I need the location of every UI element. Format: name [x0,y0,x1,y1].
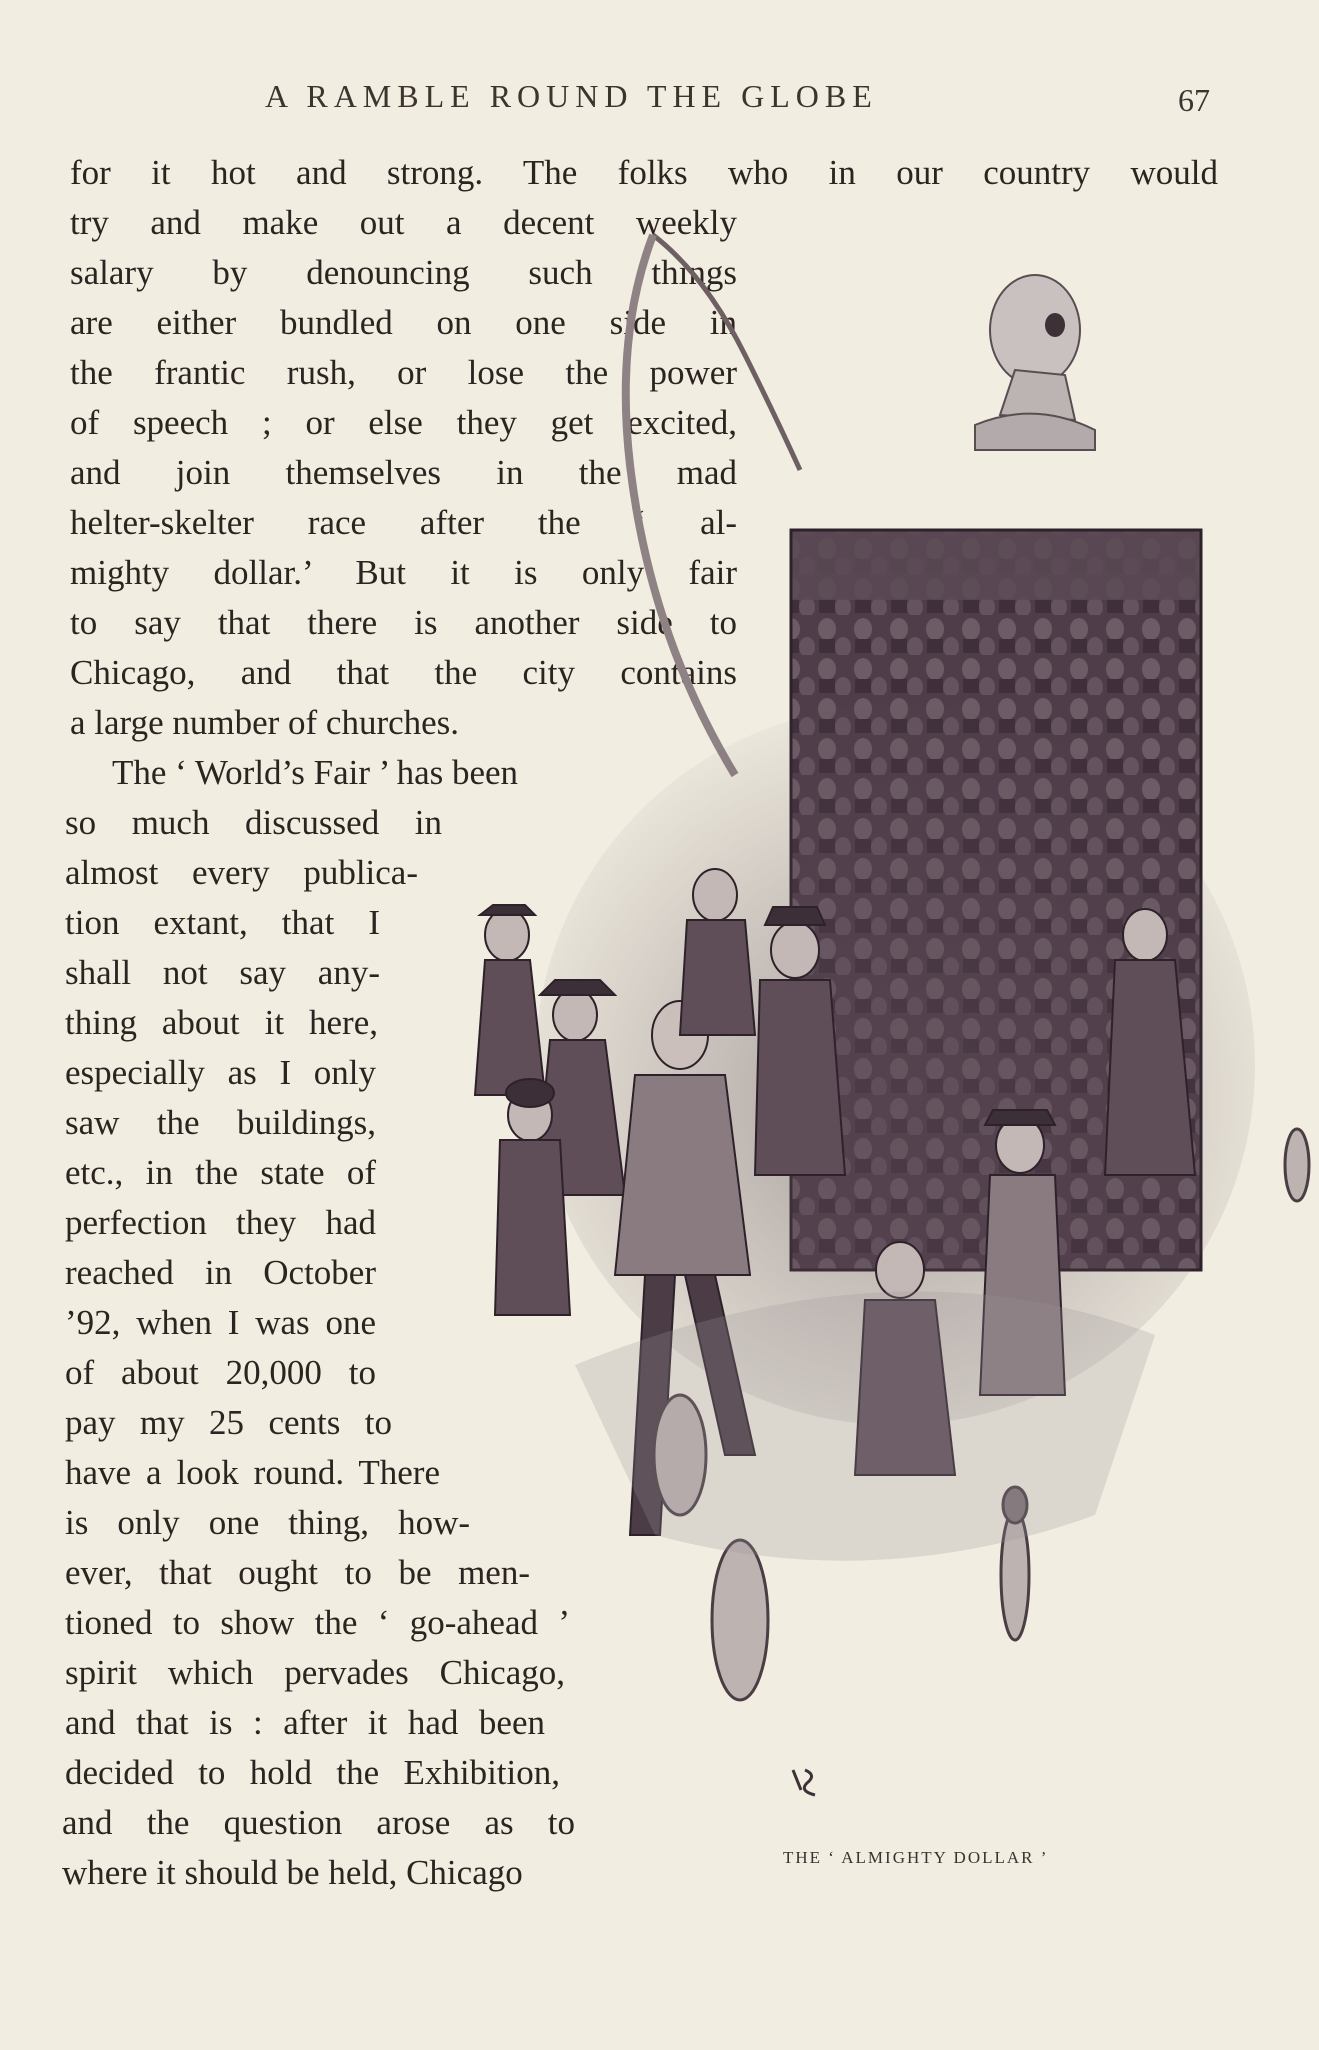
text-line: almost every publica- [65,853,418,892]
text-line: tion extant, that I [65,903,380,942]
text-line: spirit which pervades Chicago, [65,1653,565,1692]
text-line: reached in October [65,1253,376,1292]
running-head [0,78,1319,128]
illustration-almighty-dollar [455,215,1319,1845]
text-line: mighty dollar.’ But it is only fair [70,553,737,592]
text-line: salary by denouncing such things [70,253,737,292]
text-line: try and make out a decent weekly [70,203,737,242]
page-number: 67 [1178,82,1210,118]
text-line: saw the buildings, [65,1103,376,1142]
text-line: helter-skelter race after the ‘ al- [70,503,737,542]
text-line: decided to hold the Exhibition, [65,1753,560,1792]
text-line: are either bundled on one side in [70,303,737,342]
text-line: the frantic rush, or lose the power [70,353,737,392]
text-line: and the question arose as to [62,1803,575,1842]
text-line: is only one thing, how- [65,1503,470,1542]
text-line: thing about it here, [65,1003,378,1042]
text-line: and that is : after it had been [65,1703,545,1742]
text-line: for it hot and strong. The folks who in our country would [70,153,1218,192]
scythe [626,235,800,775]
text-line: shall not say any- [65,953,380,992]
text-line: so much discussed in [65,803,442,842]
text-line: a large number of churches. [70,703,460,742]
text-line: ever, that ought to be men- [65,1553,530,1592]
text-line: of speech ; or else they get excited, [70,403,737,442]
skeleton-figure [975,275,1095,450]
text-line: and join themselves in the mad [70,453,737,492]
running-title: A RAMBLE ROUND THE GLOBE [265,78,878,114]
text-line: tioned to show the ‘ go-ahead ’ [65,1603,570,1642]
text-line: to say that there is another side to [70,603,737,642]
text-line: perfection they had [65,1203,376,1242]
text-line: The ‘ World’s Fair ’ has been [112,753,519,792]
text-line: etc., in the state of [65,1153,376,1192]
text-line: especially as I only [65,1053,376,1092]
artist-monogram [793,1770,815,1795]
figure-caption: THE ‘ ALMIGHTY DOLLAR ’ [783,1848,1049,1867]
text-line: ’92, when I was one [65,1303,376,1342]
text-line: Chicago, and that the city contains [70,653,737,692]
text-line: pay my 25 cents to [65,1403,392,1442]
text-line: where it should be held, Chicago [62,1853,523,1892]
text-line: of about 20,000 to [65,1353,376,1392]
text-line: have a look round. There [65,1453,440,1492]
